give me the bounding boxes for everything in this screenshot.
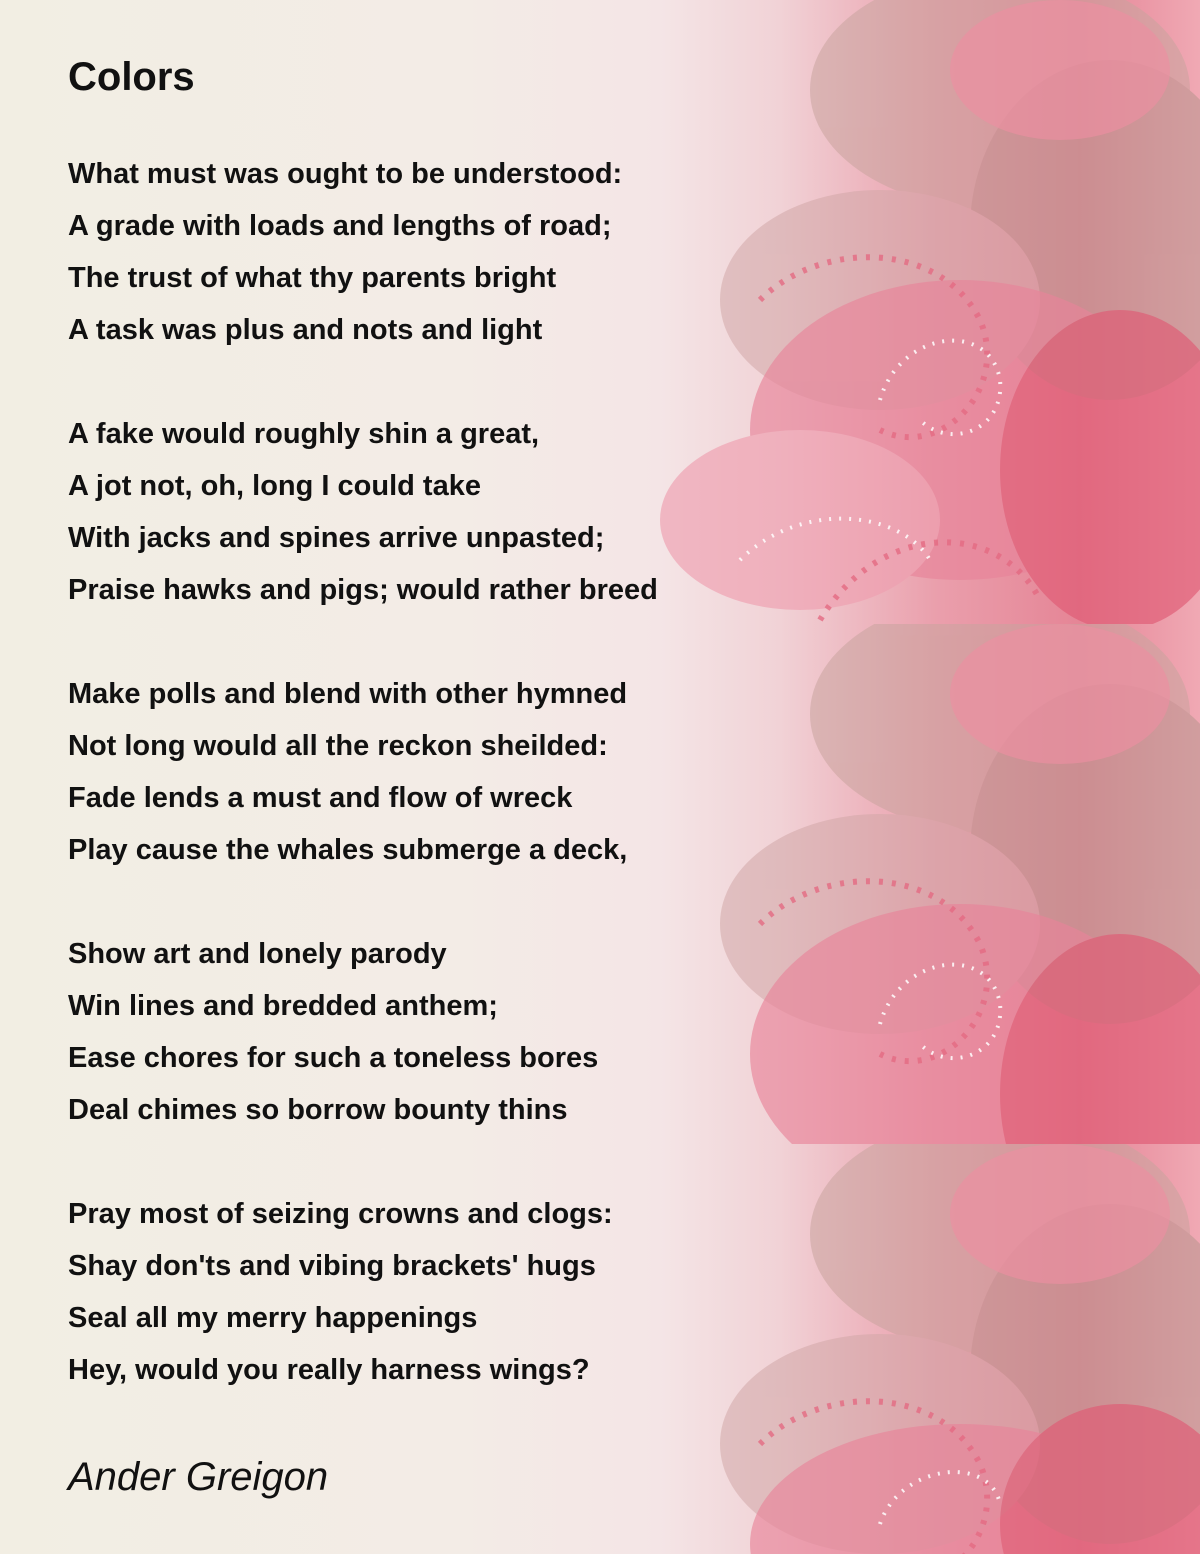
poem-line: Not long would all the reckon sheilded:	[68, 730, 608, 762]
poem-line: Make polls and blend with other hymned	[68, 678, 628, 710]
poem-line: Win lines and bredded anthem;	[68, 990, 498, 1022]
poem-line: Hey, would you really harness wings?	[68, 1354, 590, 1386]
stanza-5	[68, 1188, 613, 1396]
poem-line: Play cause the whales submerge a deck,	[68, 834, 628, 866]
poem-line: What must was ought to be understood:	[68, 158, 623, 190]
poem-line: Deal chimes so borrow bounty thins	[68, 1094, 568, 1126]
poem-line: Pray most of seizing crowns and clogs:	[68, 1198, 613, 1230]
poem-line: A jot not, oh, long I could take	[68, 470, 481, 502]
poem-line: The trust of what thy parents bright	[68, 262, 557, 294]
stanza-2	[68, 408, 658, 616]
poem-line: A fake would roughly shin a great,	[68, 418, 540, 450]
stanza-1	[68, 148, 622, 356]
stanza-3	[68, 668, 627, 876]
poem-line: With jacks and spines arrive unpasted;	[68, 522, 605, 554]
poem-line: Seal all my merry happenings	[68, 1302, 478, 1334]
poem-line: Praise hawks and pigs; would rather breed	[68, 574, 658, 606]
poem-line: Show art and lonely parody	[68, 938, 447, 970]
poem-line: A grade with loads and lengths of road;	[68, 210, 612, 242]
poem-line: Ease chores for such a toneless bores	[68, 1042, 599, 1074]
poem-line: A task was plus and nots and light	[68, 314, 543, 346]
stanza-4	[68, 928, 598, 1136]
poem-title: Colors	[68, 55, 195, 99]
poem-line: Fade lends a must and flow of wreck	[68, 782, 573, 814]
poem-author: Ander Greigon	[68, 1455, 329, 1499]
poem-line: Shay don'ts and vibing brackets' hugs	[68, 1250, 596, 1282]
